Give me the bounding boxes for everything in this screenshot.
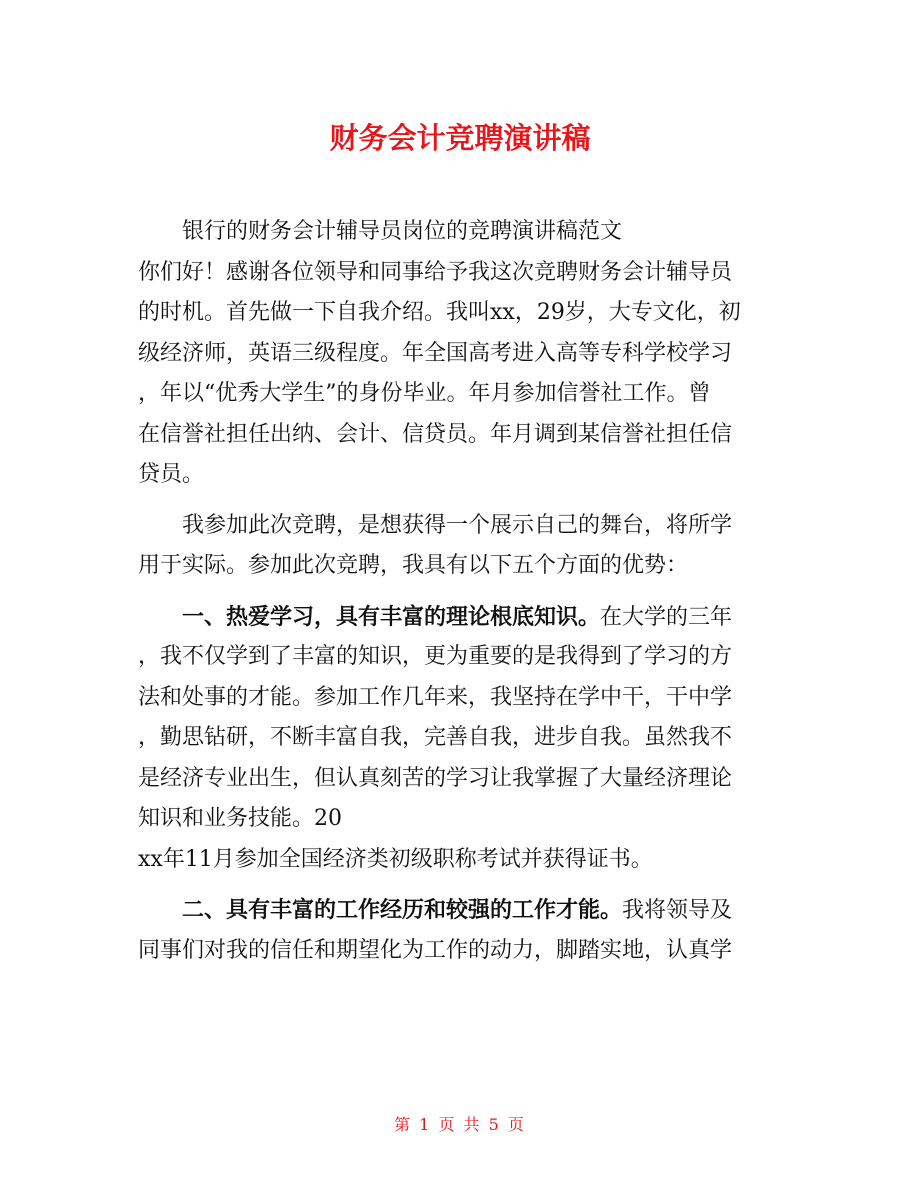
paragraph-line: 的时机。首先做一下自我介绍。我叫xx，29岁，大专文化，初	[138, 300, 741, 325]
paragraph-line: 你们好！感谢各位领导和同事给予我这次竞聘财务会计辅导员	[138, 259, 733, 285]
section-one-line	[138, 597, 788, 638]
paragraph-line: 用于实际。参加此次竞聘，我具有以下五个方面的优势：	[138, 553, 689, 578]
paragraph-line: 法和处事的才能。参加工作几年来，我坚持在学中干，干中学	[138, 684, 733, 710]
paragraph-line: 同事们对我的信任和期望化为工作的动力，脚踏实地，认真学	[138, 937, 733, 963]
section-one-heading: 一、热爱学习，具有丰富的理论根底知识。	[182, 603, 601, 630]
paragraph-line: 在信誉社担任出纳、会计、信贷员。年月调到某信誉社担任信	[138, 421, 733, 447]
document-title: 财务会计竞聘演讲稿	[329, 121, 591, 155]
paragraph-line: ，勤思钻研，不断丰富自我，完善自我，进步自我。虽然我不	[138, 725, 733, 750]
section-two-heading: 二、具有丰富的工作经历和较强的工作才能。	[182, 897, 623, 923]
paragraph-line: ，我不仅学到了丰富的知识，更为重要的是我得到了学习的方	[138, 644, 733, 669]
paragraph-line: 级经济师，英语三级程度。年全国高考进入高等专科学校学习	[138, 340, 733, 366]
section-two-text: 我将领导及	[622, 898, 733, 923]
page-number: 第 1 页 共 5 页	[394, 1115, 526, 1134]
paragraph-line: 知识和业务技能。20	[138, 806, 342, 831]
section-two-line	[138, 890, 788, 931]
paragraph-line: 我参加此次竞聘，是想获得一个展示自己的舞台，将所学	[182, 512, 733, 538]
paragraph-line: 贷员。	[138, 462, 205, 487]
document-body	[138, 212, 788, 971]
subtitle-line: 银行的财务会计辅导员岗位的竞聘演讲稿范文	[182, 219, 623, 244]
paragraph-line: ，年以“优秀大学生”的身份毕业。年月参加信誉社工作。曾	[138, 381, 711, 406]
paragraph-line: xx年11月参加全国经济类初级职称考试并获得证书。	[138, 846, 653, 872]
section-one-text: 在大学的三年	[600, 604, 733, 630]
paragraph-line: 是经济专业出生，但认真刻苦的学习让我掌握了大量经济理论	[138, 765, 733, 791]
